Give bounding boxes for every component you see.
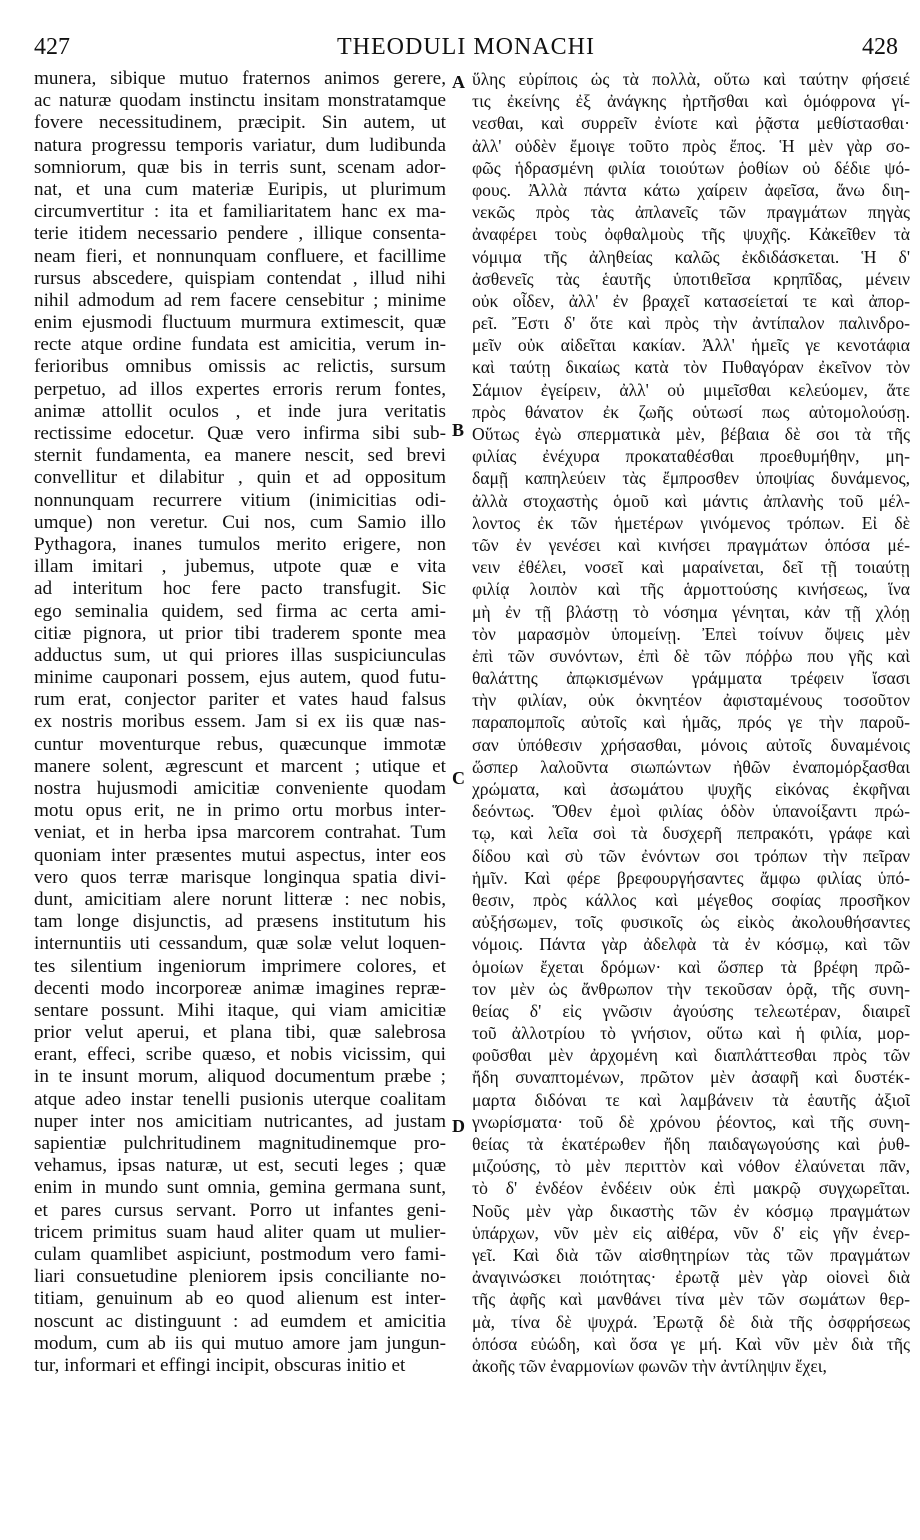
greek-text-line: τῆς ἀφῆς καὶ μανθάνει τίνα μὲν τῶν σωμάτων θερ- xyxy=(472,1289,910,1310)
latin-text-line: internuntiis uti cessandum, quæ solæ velut loquen- xyxy=(34,933,446,955)
latin-text-line: in te insunt morum, aliquod documentum præbe ; xyxy=(34,1066,446,1088)
greek-text-line: νόμιμα τῆς ἀληθείας καλῶς ἐκδιδάσκεται. Ἡ δ' xyxy=(472,246,910,267)
latin-text-line: veniat, et in herba ipsa marcorem contrahat. Tum xyxy=(34,822,446,844)
greek-text-line: αὐξήσωμεν, τοῖς φυσικοῖς ὡς εἰκὸς ἀκολουθήσαντες xyxy=(472,912,910,933)
latin-text-line: sternit fundamenta, ea manere nescit, sed brevi xyxy=(34,445,446,467)
latin-text-line: natura progressu temporis variatur, dum ludibunda xyxy=(34,134,446,156)
greek-text-line: ἀλλ' οὐδὲν ἔμοιγε τοῦτο πρὸς ἔπος. Ἡ μὲν γὰρ σο- xyxy=(472,135,910,156)
greek-text-line: καὶ ταύτῃ δικαίως κατὰ τὸν Πυθαγόραν ἐκεῖνον τὸν xyxy=(472,357,910,378)
latin-text-line: munera, sibique mutuo fraternos animos gerere, xyxy=(34,68,446,89)
greek-text-line: λοντος ἐκ τῶν ἡμετέρων γινόμενος τρόπων. Εἰ δὲ xyxy=(472,512,910,533)
latin-text-line: enim ejusmodi fluctuum murmura extimescit, quæ xyxy=(34,312,446,334)
greek-text-line: ἤδη συναπτομένων, πρῶτον μὲν ἀσαφῆ καὶ δυστέκ- xyxy=(472,1067,910,1088)
greek-text-line: φιλίας ἐνέχυρα προκαταθέσθαι προεθυμήθην, μη- xyxy=(472,446,910,467)
greek-text-line: φιλίᾳ λοιπὸν καὶ τῆς ἁρμοττούσης κινήσεως, ἵνα xyxy=(472,579,910,600)
latin-text-line: vero quos terræ marisque longinqua spatia divi- xyxy=(34,866,446,888)
greek-text-line: ὕλης εὐρίποις ὡς τὰ πολλὰ, οὕτω καὶ ταύτην φήσειέ xyxy=(472,69,910,89)
section-marker-b: B xyxy=(452,420,465,440)
greek-text-line: πρὸς θάνατον ἐκ ζωῆς οὑτωσί πως αὐτομολούσῃ. xyxy=(472,401,910,422)
greek-text-line: μὰ, τίνα δὲ ψυχρά. Ἐρωτᾷ δὲ διὰ τῆς ὀσφρήσεως xyxy=(472,1311,910,1332)
latin-text-line: neam fieri, et nonnunquam confluere, et facillime xyxy=(34,245,446,267)
right-page-number: 428 xyxy=(862,34,898,60)
latin-text-line: ego seminalia quidem, sed firma ac certa ami- xyxy=(34,600,446,622)
greek-text-line: χρώματα, καὶ ἀσωμάτου ψυχῆς εἰκόνας ἐκφῆναι xyxy=(472,779,910,799)
latin-text-line: quoniam inter præsentes mutui aspectus, inter eos xyxy=(34,844,446,866)
greek-text-line: τῳ, καὶ λεῖα σοὶ τὰ δυσχερῆ πεπρακότι, γράφε καὶ xyxy=(472,823,910,844)
greek-text-line: δαμῇ καπηλεύειν τὰς ἔμπροσθεν ὑποψίας δυνάμενος, xyxy=(472,468,910,489)
latin-text-line: dunt, amicitiam alere norunt litteræ : nec nobis, xyxy=(34,888,446,910)
latin-text-line: adductus sum, ut qui priores illas suspiciunculas xyxy=(34,644,446,666)
latin-text-line: sentare possunt. Mihi itaque, qui viam amicitiæ xyxy=(34,999,446,1021)
greek-text-line: φους. Ἀλλὰ πάντα κάτω χαίρειν ἀφεῖσα, ἄνω διη- xyxy=(472,179,910,200)
greek-text-line: τοῦ ἀλλοτρίου τὸ γνήσιον, οὕτω καὶ ἡ φιλία, μορ- xyxy=(472,1023,910,1044)
greek-text-line: οὐκ οἶδεν, ἀλλ' ἐν βραχεῖ κατασείεταί τε καὶ ἀπορ- xyxy=(472,290,910,311)
latin-text-line: terie itidem necessario pendere , illique consenta- xyxy=(34,223,446,245)
greek-text-line: θεσιν, πρὸς κάλλος καὶ μέγεθος σοφίας προσῆκον xyxy=(472,889,910,910)
latin-text-line: rum erat, conjector pariter et vates haud falsus xyxy=(34,689,446,711)
latin-text-line: nuper inter nos amicitiam nutricantes, ad justam xyxy=(34,1110,446,1132)
latin-text-line: nonnunquam recurrere vitium (inimicitias odi- xyxy=(34,489,446,511)
greek-column xyxy=(472,68,910,1377)
latin-text-line: rursus abscedere, quispiam contendat , illud nihi xyxy=(34,267,446,289)
greek-text-line: νεκῶς πρὸς τὰς ἀπλανεῖς τῶν πραγμάτων πηγὰς xyxy=(472,202,910,223)
latin-text-line: nihil admodum ad rem facere censebitur ; minime xyxy=(34,289,446,311)
greek-text-line: τῶν ἐν γενέσει καὶ κινήσει πραγμάτων ὁπόσα μέ- xyxy=(472,534,910,555)
latin-text-line: erant, effeci, scribe quæso, et nobis vicissim, qui xyxy=(34,1044,446,1066)
latin-text-line: animæ attollit oculos , et inde jura veritatis xyxy=(34,400,446,422)
section-marker-a: A xyxy=(452,72,465,92)
greek-text-line: μὴ ἐν τῇ βλάστῃ τὸ νόσημα γένηται, κἀν τῇ χλόῃ xyxy=(472,601,910,622)
latin-text-line: motu opus erit, ne in primo ortu morbus inter- xyxy=(34,800,446,822)
latin-text-line: ex nostris moribus essem. Jam si ex iis quæ nas- xyxy=(34,711,446,733)
latin-text-line: citiæ pignora, ut prior tibi traderem sponte mea xyxy=(34,622,446,644)
greek-text-line: ἡμῖν. Καὶ φέρε βρεφουργήσαντες ἄμφω φιλίας ὑπό- xyxy=(472,867,910,888)
greek-text-line: νόμοις. Πάντα γὰρ ἀδελφὰ τὰ ἐν κόσμῳ, καὶ τῶν xyxy=(472,934,910,955)
latin-text-line: nat, et una cum materiæ Euripis, ut plurimum xyxy=(34,178,446,200)
greek-text-line: τὴν φιλίαν, οὐκ ὀκνητέον ἀφισταμένους τοσοῦτον xyxy=(472,690,910,711)
latin-text-line: illam imitari , jubemus, utpote quæ e vita xyxy=(34,556,446,578)
greek-text-line: τον μὲν ὡς ἄνθρωπον τὴν τεκοῦσαν ὁρᾷ, τῆς συνη- xyxy=(472,978,910,999)
greek-text-line: ὥσπερ λαλοῦντα σιωπώντων ἠθῶν ἐναπομόρξασθαι xyxy=(472,756,910,777)
greek-text-line: Οὕτως ἐγὼ σπερματικὰ μὲν, βέβαια δὲ σοι τὰ τῆς xyxy=(472,424,910,444)
greek-text-line: μεῖν οὐκ αἰδεῖται κακίαν. Ἀλλ' ἡμεῖς γε κενοτάφια xyxy=(472,335,910,356)
greek-text-line: δίδου καὶ σὺ τῶν ἐνόντων σοι τρόπων τὴν πεῖραν xyxy=(472,845,910,866)
latin-text-line: Pythagora, inanes tumulos merito erigere, non xyxy=(34,533,446,555)
greek-text-line: ἀναφέρει τοὺς ὀφθαλμοὺς τῆς ψυχῆς. Κἀκεῖθεν τὰ xyxy=(472,224,910,245)
greek-text-line: Σάμιον ἐγείρειν, ἀλλ' οὐ μιμεῖσθαι κελεύομεν, ἅτε xyxy=(472,379,910,400)
greek-text-line: θαλάττης ἀπῳκισμένων γράμματα τρέφειν ἴσασι xyxy=(472,668,910,689)
greek-text-line: ὁπόσα εὐώδη, καὶ ὅσα γε μή. Καὶ νῦν μὲν διὰ τῆς xyxy=(472,1333,910,1354)
latin-text-line: fovere necessitudinem, præcipit. Sin autem, ut xyxy=(34,112,446,134)
latin-text-line: tam longe disjunctis, ad præsens institutum his xyxy=(34,911,446,933)
greek-text-line: Νοῦς μὲν γὰρ δικαστὴς τῶν ἐν κόσμῳ πραγμάτων xyxy=(472,1200,910,1221)
greek-text-line: μιζούσης, τὸ μὲν περιττὸν καὶ νόθον ἐλαύνεται πᾶν, xyxy=(472,1156,910,1177)
greek-text-line: μαρτα διδόναι τε καὶ λαμβάνειν τὰ ἑαυτῆς ἀξιοῖ xyxy=(472,1089,910,1110)
latin-text-line: atque adeo instar tenelli pusionis uterque coalitam xyxy=(34,1088,446,1110)
greek-text-line: παραπομποῖς αὐτοῖς καὶ ἡμᾶς, πρός γε τὴν παροῦ- xyxy=(472,712,910,733)
greek-text-line: ἐπὶ τῶν συνόντων, ἐπὶ δὲ τῶν πόῤῥω που γῆς καὶ xyxy=(472,645,910,666)
latin-text-line: enim in mundo sunt omnia, gemina germana sunt, xyxy=(34,1177,446,1199)
latin-text-line: ad interitum hoc fere pacto transfugit. Sic xyxy=(34,578,446,600)
latin-text-line: modum, cum ab iis qui mutuo amore jam jungun- xyxy=(34,1332,446,1354)
greek-text-line: γεῖ. Καὶ διὰ τῶν αἰσθητηρίων τὰς τῶν πραγμάτων xyxy=(472,1244,910,1265)
greek-text-line: θείας τὰ ἑκατέρωθεν ἤδη παιδαγωγούσης καὶ ῥυθ- xyxy=(472,1134,910,1154)
latin-text-line: tricem primitus suam haud aliter quam ut mulier- xyxy=(34,1221,446,1243)
latin-text-line: minime cauponari possem, ejus autem, quod futu- xyxy=(34,667,446,689)
latin-text-line: recte atque ordine fundata est amicitia, verum in- xyxy=(34,334,446,356)
greek-text-line: ἀναγινώσκει ποιότητας· ἐρωτᾷ μὲν γὰρ οἱονεὶ διὰ xyxy=(472,1267,910,1288)
greek-text-line: ἀλλὰ στοχαστὴς ὁμοῦ καὶ μάντις ἀπλανὴς τοῦ μέλ- xyxy=(472,490,910,511)
greek-text-line: φοῦσθαι μὲν ἀρχομένη καὶ διαπλάττεσθαι πρὸς τῶν xyxy=(472,1045,910,1066)
left-page-number: 427 xyxy=(34,34,70,60)
latin-text-line: circumvertitur : ita et familiaritatem hanc ex ma- xyxy=(34,201,446,223)
page-header xyxy=(34,34,898,60)
greek-text-line: τὸν μαρασμὸν ὑπομείνῃ. Ἐπεὶ τοίνυν ὄψεις μὲν xyxy=(472,623,910,644)
latin-text-line: tur, informari et effingi incipit, obscuras initio et xyxy=(34,1354,406,1376)
latin-text-line: ferioribus omnibus omissis ac relictis, sursum xyxy=(34,356,446,378)
latin-text-line: prior velut aperui, et plana tibi, quæ salebrosa xyxy=(34,1022,446,1044)
latin-text-line: rectissime edocetur. Quæ vero infirma sibi sub- xyxy=(34,423,446,444)
section-marker-d: D xyxy=(452,1116,465,1136)
greek-text-line: ἀσθενεῖς τὰς ἑαυτῆς ὑποτιθεῖσα κρηπῖδας, μένειν xyxy=(472,268,910,289)
latin-text-line: convellitur et dilabitur , quin et ad oppositum xyxy=(34,467,446,489)
latin-text-line: cuntur moventurque rebus, quæcunque immotæ xyxy=(34,733,446,755)
section-marker-c: C xyxy=(452,768,465,788)
greek-text-line: νεσθαι, καὶ συρρεῖν ἐνίοτε καὶ ῥᾷστα μεθίστασθαι· xyxy=(472,113,910,134)
greek-text-line: ἀκοῆς τῶν ἐναρμονίων φωνῶν τὴν ἀντίληψιν ἔχει, xyxy=(472,1355,827,1376)
latin-text-line: vehamus, ipsas naturæ, ut est, secuti leges ; quæ xyxy=(34,1155,446,1177)
latin-text-line: perpetuo, ad illos expertes erroris rerum fontes, xyxy=(34,378,446,400)
latin-text-line: tes silentium ingeniorum imprimere colores, et xyxy=(34,955,446,977)
latin-text-line: manere solent, ægrescunt et marcent ; utique et xyxy=(34,755,446,777)
greek-text-line: σαν ὑπόθεσιν χρήσασθαι, μόνοις αὐτοῖς δυναμένοις xyxy=(472,734,910,755)
latin-text-line: et pares cursus servant. Porro ut infantes geni- xyxy=(34,1199,446,1221)
greek-text-line: φῶς ἡδρασμένη φιλία τοιούτων ῥοθίων οὐ δέδιε ψό- xyxy=(472,157,910,178)
latin-column xyxy=(34,68,446,1377)
latin-text-line: ac naturæ quodam instinctu insitam monstratamque xyxy=(34,90,446,112)
greek-text-line: ρεῖ. Ἔστι δ' ὅτε καὶ πρὸς τὴν ἀντίπαλον παλινδρο- xyxy=(472,313,910,334)
latin-text-line: nostra hujusmodi amicitiæ conveniente quodam xyxy=(34,778,446,799)
latin-text-line: liari consuetudine pleniorem ipsis conciliante no- xyxy=(34,1266,446,1288)
greek-text-line: δεόντως. Ὅθεν ἐμοὶ φιλίας ὁδὸν ὑπανοίξαντι πρώ- xyxy=(472,801,910,822)
latin-text-line: umque) non veretur. Cui nos, cum Samio illo xyxy=(34,511,446,533)
running-title: THEODULI MONACHI xyxy=(337,34,595,60)
greek-text-line: θείας δ' εἰς γνῶσιν ἀγούσης τελεωτέραν, διαιρεῖ xyxy=(472,1000,910,1021)
greek-text-line: ὁμοίων ἔχεται δρόμων· καὶ ὥσπερ τὰ βρέφη πρῶ- xyxy=(472,956,910,977)
latin-text-line: sapientiæ pulchritudinem magnitudinemque pro- xyxy=(34,1133,446,1154)
greek-text-line: τὸ δ' ἐνδέον ἐνδέειν οὐκ ἐπὶ μακρῷ συγχωρεῖται. xyxy=(472,1178,910,1199)
greek-text-line: ὑπάρχων, νῦν μὲν εἰς αἰθέρα, νῦν δ' εἰς γῆν ἐνερ- xyxy=(472,1222,910,1243)
latin-text-line: somniorum, quæ bis in terris sunt, scenam ador- xyxy=(34,156,446,178)
latin-text-line: titiam, genuinum ab eo quod alienum est inter- xyxy=(34,1288,446,1310)
latin-text-line: noscunt ac distinguunt : ad eumdem et amicitia xyxy=(34,1310,446,1332)
greek-text-line: τις ἐκείνης ἐξ ἀνάγκης ἠρτῆσθαι καὶ ὁμόφρονα γί- xyxy=(472,91,910,112)
greek-text-line: νειν ἐθέλει, νοσεῖ καὶ μαραίνεται, δεῖ τῇ τοιαύτῃ xyxy=(472,557,910,578)
greek-text-line: γνωρίσματα· τοῦ δὲ χρόνου ῥέοντος, καὶ τῆς συνη- xyxy=(472,1111,910,1132)
latin-text-line: culam quamlibet aspiciunt, postmodum vero fami- xyxy=(34,1243,446,1265)
latin-text-line: decenti modo incorporeæ animæ imagines repræ- xyxy=(34,977,446,999)
